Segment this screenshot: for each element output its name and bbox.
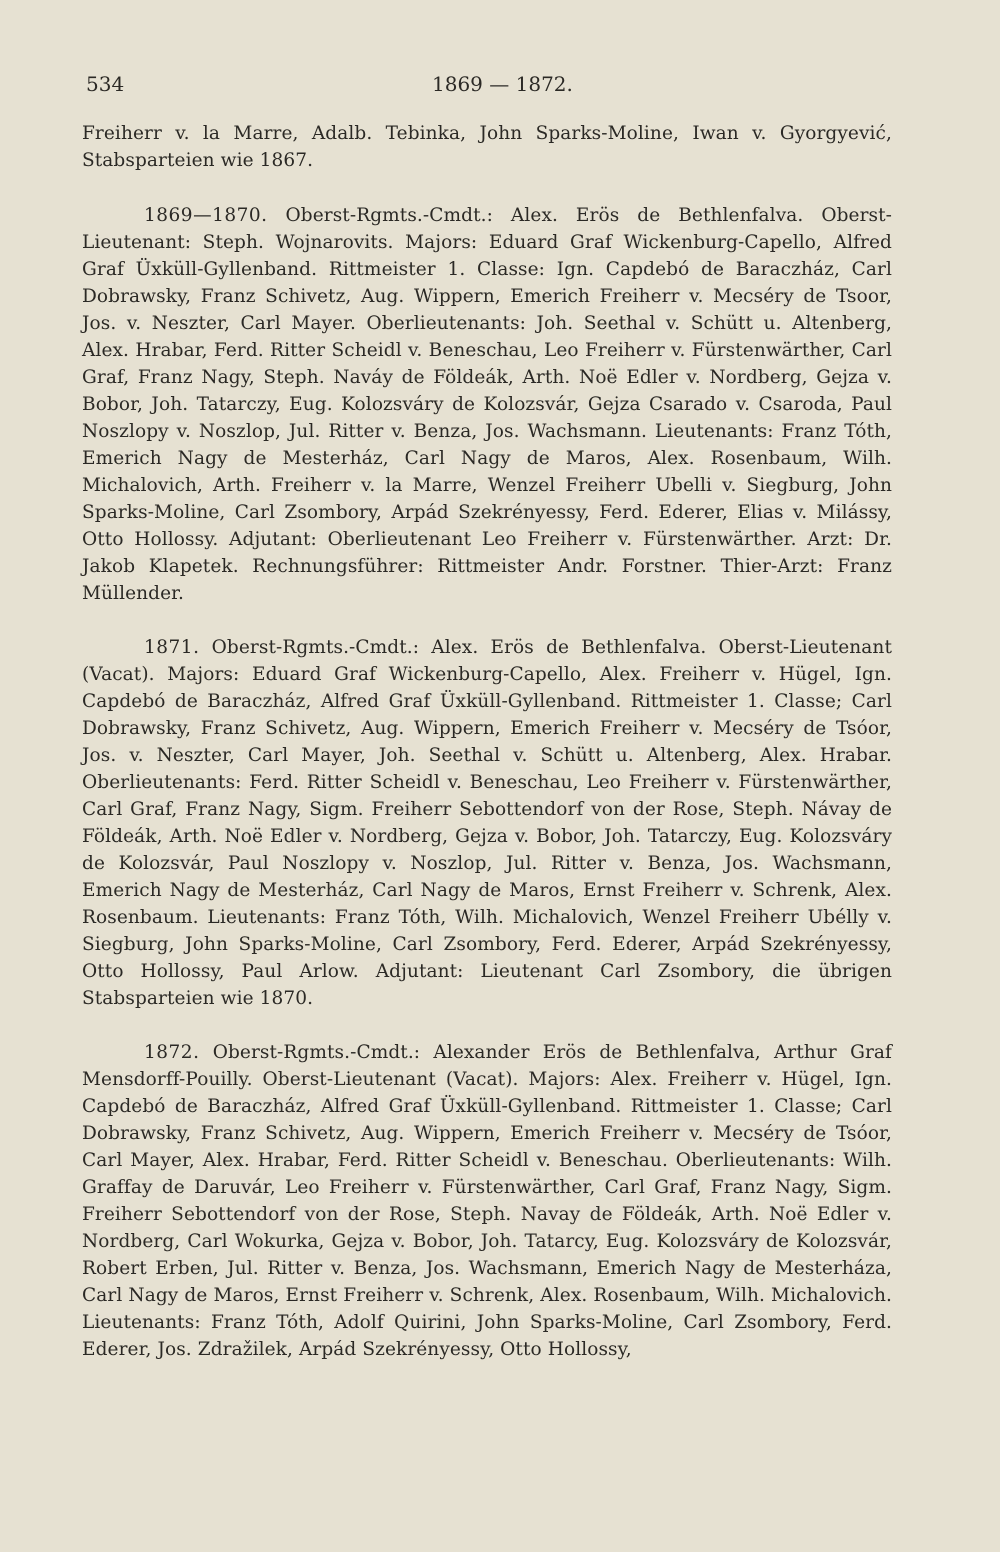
entry-text: Oberst-Rgmts.-Cmdt.: Alex. Erös de Bethlenfalva. Oberst-Lieutenant: Steph. Wojnarovits. Majors: Eduard Graf Wickenburg-Capello, Alfred Graf Üxküll-Gyllenband. Rittmeister 1. Classe: Ign. Capdebó de Baraczház, Carl Dobrawsky, Franz Schivetz, Aug. Wippern, Emerich Freiherr v. Mecséry de Tsoor, Jos. v. Neszter, Carl Mayer. Oberlieutenants: Joh. Seethal v. Schütt u. Altenberg, Alex. Hrabar, Ferd. Ritter Scheidl v. Beneschau, Leo Freiherr v. Fürstenwärther, Carl Graf, Franz Nagy, Steph. Naváy de Földeák, Arth. Noë Edler v. Nordberg, Gejza v. Bobor, Joh. Tatarczy, Eug. Kolozsváry de Kolozsvár, Gejza Csarado v. Csaroda, Paul Noszlopy v. Noszlop, Jul. Ritter v. Benza, Jos. Wachsmann. Lieutenants: Franz Tóth, Emerich Nagy de Mesterház, Carl Nagy de Maros, Alex. Rosenbaum, Wilh. Michalovich, Arth. Freiherr v. la Marre, Wenzel Freiherr Ubelli v. Siegburg, John Sparks-Moline, Carl Zsombory, Arpád Szekrényessy, Ferd. Ederer, Elias v. Milássy, Otto Hollossy. Adjutant: Oberlieutenant Leo Freiherr v. Fürstenwärther. Arzt: Dr. Jakob Klapetek. Rechnungsführer: Rittmeister Andr. Forstner. Thier-Arzt: Franz Müllender. — [82, 205, 892, 604]
body-text — [82, 120, 892, 1390]
page-header — [86, 72, 906, 102]
page-number: 534 — [86, 72, 125, 96]
entry-text: Oberst-Rgmts.-Cmdt.: Alex. Erös de Bethlenfalva. Oberst-Lieutenant (Vacat). Majors: Eduard Graf Wickenburg-Capello, Alex. Freiherr v. Hügel, Ign. Capdebó de Baraczház, Alfred Graf Üxküll-Gyllenband. Rittmeister 1. Classe; Carl Dobrawsky, Franz Schivetz, Aug. Wippern, Emerich Freiherr v. Mecséry de Tsóor, Jos. v. Neszter, Carl Mayer, Joh. Seethal v. Schütt u. Altenberg, Alex. Hrabar. Oberlieutenants: Ferd. Ritter Scheidl v. Beneschau, Leo Freiherr v. Fürstenwärther, Carl Graf, Franz Nagy, Sigm. Freiherr Sebottendorf von der Rose, Steph. Návay de Földeák, Arth. Noë Edler v. Nordberg, Gejza v. Bobor, Joh. Tatarczy, Eug. Kolozsváry de Kolozsvár, Paul Noszlopy v. Noszlop, Jul. Ritter v. Benza, Jos. Wachsmann, Emerich Nagy de Mesterház, Carl Nagy de Maros, Ernst Freiherr v. Schrenk, Alex. Rosenbaum. Lieutenants: Franz Tóth, Wilh. Michalovich, Wenzel Freiherr Ubélly v. Siegburg, John Sparks-Moline, Carl Zsombory, Ferd. Ederer, Arpád Szekrényessy, Otto Hollossy, Paul Arlow. Adjutant: Lieutenant Carl Zsombory, die übrigen Stabsparteien wie 1870. — [82, 637, 892, 1009]
entry-year: 1872. — [144, 1042, 200, 1063]
intro-paragraph: Freiherr v. la Marre, Adalb. Tebinka, John Sparks-Moline, Iwan v. Gyorgyević, Stabsparteien wie 1867. — [82, 123, 892, 171]
entry-year: 1871. — [144, 637, 200, 658]
entry-1869-1870 — [82, 202, 892, 607]
entry-year: 1869—1870. — [144, 205, 268, 226]
entry-1871 — [82, 634, 892, 1012]
entry-text: Oberst-Rgmts.-Cmdt.: Alexander Erös de Bethlenfalva, Arthur Graf Mensdorff-Pouilly. Oberst-Lieutenant (Vacat). Majors: Alex. Freiherr v. Hügel, Ign. Capdebó de Baraczház, Alfred Graf Üxküll-Gyllenband. Rittmeister 1. Classe; Carl Dobrawsky, Franz Schivetz, Aug. Wippern, Emerich Freiherr v. Mecséry de Tsóor, Carl Mayer, Alex. Hrabar, Ferd. Ritter Scheidl v. Beneschau. Oberlieutenants: Wilh. Graffay de Daruvár, Leo Freiherr v. Fürstenwärther, Carl Graf, Franz Nagy, Sigm. Freiherr Sebottendorf von der Rose, Steph. Navay de Földeák, Arth. Noë Edler v. Nordberg, Carl Wokurka, Gejza v. Bobor, Joh. Tatarcy, Eug. Kolozsváry de Kolozsvár, Robert Erben, Jul. Ritter v. Benza, Jos. Wachsmann, Emerich Nagy de Mesterháza, Carl Nagy de Maros, Ernst Freiherr v. Schrenk, Alex. Rosenbaum, Wilh. Michalovich. Lieutenants: Franz Tóth, Adolf Quirini, John Sparks-Moline, Carl Zsombory, Ferd. Ederer, Jos. Zdražilek, Arpád Szekrényessy, Otto Hollossy, — [82, 1042, 892, 1360]
running-head: 1869 — 1872. — [432, 72, 573, 96]
entry-1872 — [82, 1039, 892, 1363]
